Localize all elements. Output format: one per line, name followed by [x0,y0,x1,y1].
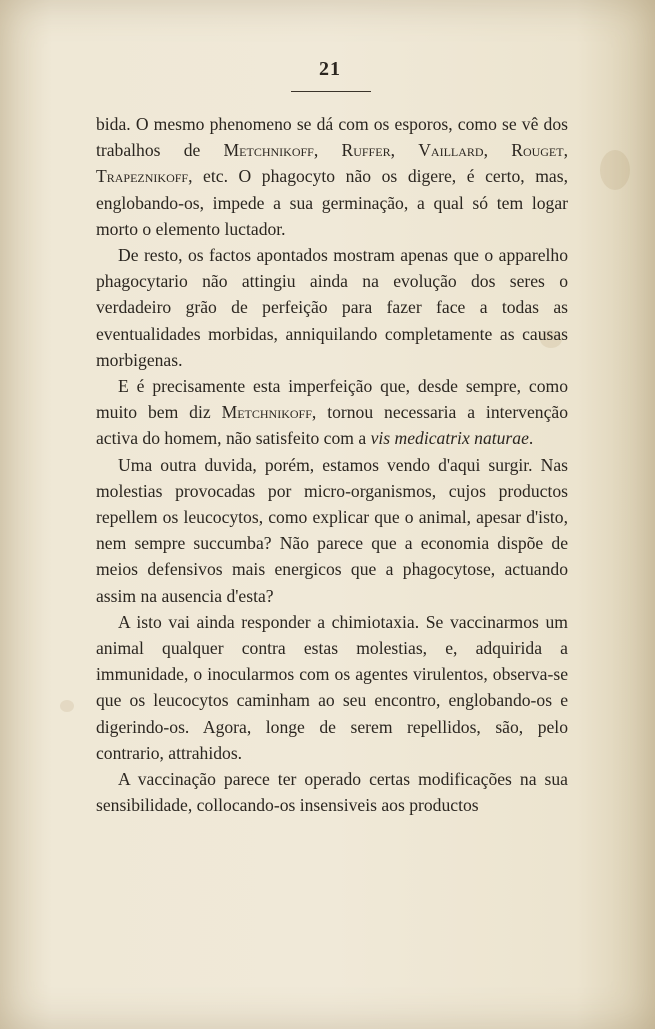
page-number: 21 [319,58,341,80]
paper-stain [60,700,74,712]
body-text [96,111,568,818]
text-run: , [563,140,569,161]
text-run: A vaccinação parece ter operado certas modificações na sua sensibilidade, collocando-os insensiveis aos productos [96,769,568,816]
text-run: , [313,140,342,161]
text-run: , [390,140,419,161]
latin-phrase: vis medicatrix naturae [370,428,529,449]
author-name: Ruffer [341,140,391,161]
page-number-rule [291,91,371,92]
text-run: Uma outra duvida, porém, estamos vendo d'aqui surgir. Nas molestias provocadas por micro-organismos, cujos productos repellem os leucocytos, como explicar que o animal, apesar d'isto, nem sempre succumba? Não parece que a economia dispõe de meios defensivos mais energicos que a phagocytose, actuando assim na ausencia d'esta? [96,454,568,606]
text-run: E é precisamente esta imperfeição que, desde sempre, como muito bem diz [96,376,568,423]
author-name: Metchnikoff [221,402,312,423]
text-run: A isto vai ainda responder a chimiotaxia. Se vaccinarmos um animal qualquer contra estas molestias, e, adquirida a immunidade, o inocularmos com os agentes virulentos, observa-se que os leucocytos caminham ao seu encontro, englobando-os e digerindo-os. Agora, longe de serem repellidos, são, pelo contrario, attrahidos. [96,611,568,763]
paper-stain [600,150,630,190]
author-name: Metchnikoff [223,140,314,161]
text-run: , tornou necessaria a intervenção activa do homem, não satisfeito com a [96,402,568,449]
paragraph [96,373,568,452]
author-name: Rouget [511,140,564,161]
paragraph [96,111,568,242]
author-name: Vaillard [418,140,484,161]
paragraph [96,766,568,818]
text-run: bida. O mesmo phenomeno se dá com os esporos, como se vê dos trabalhos de [96,114,568,161]
text-run: De resto, os factos apontados mostram apenas que o apparelho phagocytario não attingiu ainda na evolução dos seres o verdadeiro grão de perfeição para fazer face a todas as eventualidades morbidas, anniquilando completamente as causas morbigenas. [96,245,568,370]
text-run: , [483,140,512,161]
author-name: Trapeznikoff [96,166,189,187]
paragraph [96,609,568,766]
paragraph [96,452,568,609]
text-run: . [528,428,534,449]
paragraph [96,242,568,373]
text-run: , etc. O phagocyto não os digere, é certo, mas, englobando-os, impede a sua germinação, a qual só tem logar morto o elemento luctador. [96,166,568,239]
